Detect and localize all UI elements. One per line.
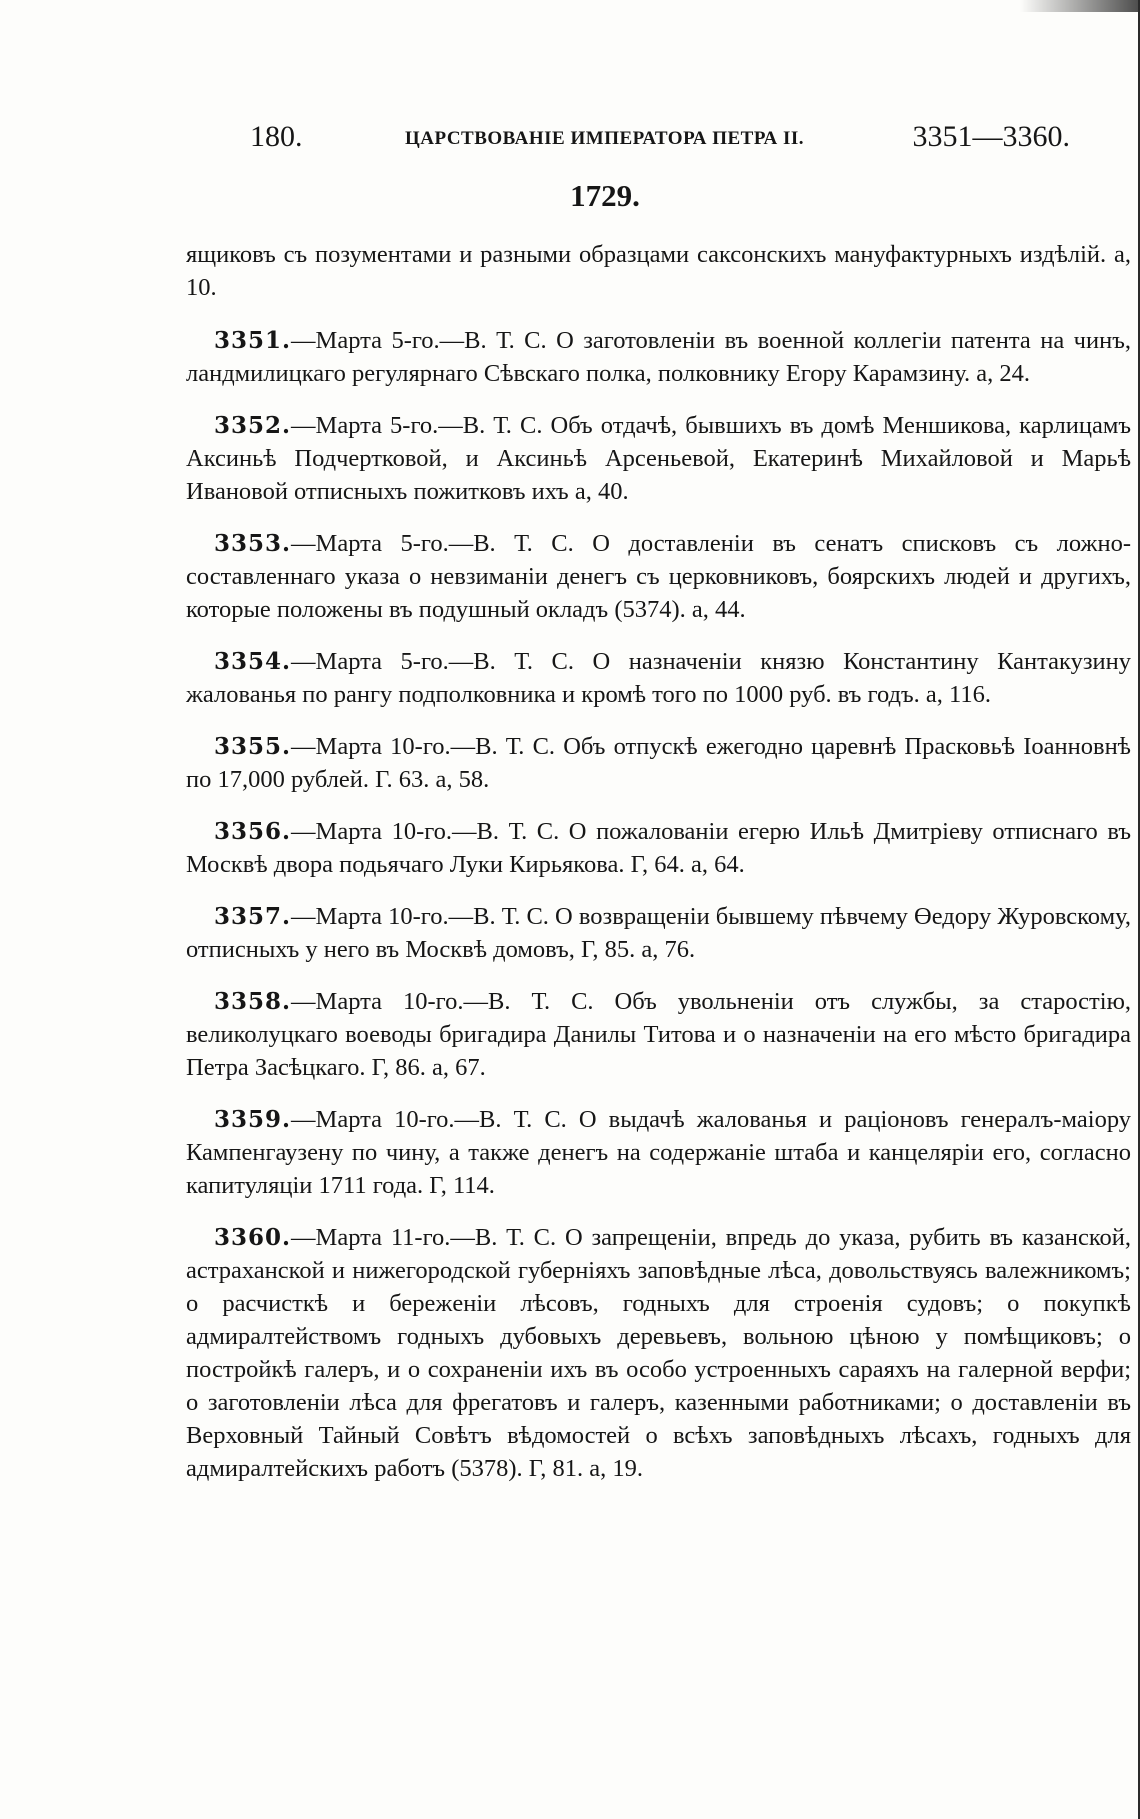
entry-text: —Марта 10-го.—В. Т. С. Объ увольненіи отъ службы, за старостію, великолуцкаго воеводы бригадира Данилы Титова и о назначеніи на его мѣсто бригадира Петра Засѣцкаго. Г, 86. а, 67. <box>186 988 1131 1081</box>
entry-3358 <box>186 985 1131 1084</box>
entry-3353 <box>186 527 1131 626</box>
entry-number: 3351. <box>214 327 292 354</box>
entry-text: —Марта 11-го.—В. Т. С. О запрещеніи, впредь до указа, рубить въ казанской, астраханской и нижегородской губерніяхъ заповѣдные лѣса, довольствуясь валежникомъ; о расчисткѣ и бережeніи лѣсовъ, годныхъ для строенія судовъ; о покупкѣ адмиралтействомъ годныхъ дубовыхъ деревьевъ, вольною цѣною у помѣщиковъ; о постройкѣ галеръ, и о сохраненіи ихъ въ особо устроенныхъ сараяхъ на галерной верфи; о заготовленіи лѣса для фрегатовъ и галеръ, казенными работниками; о доставленіи въ Верховный Тайный Совѣтъ вѣдомостей о всѣхъ заповѣдныхъ лѣсахъ, годныхъ для адмиралтейскихъ работъ (5378). Г, 81. а, 19. <box>186 1224 1131 1482</box>
entry-number: 3352. <box>214 412 292 439</box>
running-title: ЦАРСТВОВАНІЕ ИМПЕРАТОРА ПЕТРА II. <box>405 128 805 149</box>
entry-3355 <box>186 730 1131 796</box>
scan-artifact <box>1020 0 1140 12</box>
entry-number: 3356. <box>214 818 292 845</box>
entry-3354 <box>186 645 1131 711</box>
entry-number: 3358. <box>214 988 292 1015</box>
entry-number: 3354. <box>214 648 292 675</box>
entry-text: —Марта 10-го.—В. Т. С. Объ отпускѣ ежегодно царевнѣ Прасковьѣ Іоанновнѣ по 17,000 рублей. Г. 63. а, 58. <box>186 733 1131 793</box>
entry-3352 <box>186 409 1131 508</box>
entry-text: —Марта 5-го.—В. Т. С. О назначеніи князю Константину Кантакузину жалованья по рангу подполковника и кромѣ того по 1000 руб. въ годъ. а, 116. <box>186 648 1131 708</box>
entry-text: —Марта 5-го.—В. Т. С. О заготовленіи въ военной коллегіи патента на чинъ, ландмилицкаго регулярнаго Сѣвскаго полка, полковнику Егору Карамзину. а, 24. <box>186 327 1131 387</box>
entry-number: 3360. <box>214 1224 292 1251</box>
entry-3351 <box>186 324 1131 390</box>
entry-3360 <box>186 1221 1131 1485</box>
page-header <box>250 120 1070 160</box>
entry-number: 3355. <box>214 733 292 760</box>
entry-text: —Марта 5-го.—В. Т. С. О доставленіи въ сенатъ списковъ съ ложно-составленнаго указа о невзиманіи денегъ съ церковниковъ, боярскихъ людей и другихъ, которые положены въ подушный окладъ (5374). а, 44. <box>186 530 1131 623</box>
entry-range: 3351—3360. <box>912 120 1070 153</box>
entry-text: —Марта 10-го.—В. Т. С. О пожалованіи егерю Ильѣ Дмитріеву отписнаго въ Москвѣ двора подьячаго Луки Кирьякова. Г, 64. а, 64. <box>186 818 1131 878</box>
entry-3356 <box>186 815 1131 881</box>
entry-number: 3359. <box>214 1106 292 1133</box>
entry-text: —Марта 10-го.—В. Т. С. О возвращеніи бывшему пѣвчему Өедору Журовскому, отписныхъ у него въ Москвѣ домовъ, Г, 85. а, 76. <box>186 903 1131 963</box>
page-number: 180. <box>250 120 303 153</box>
entry-number: 3353. <box>214 530 292 557</box>
entry-number: 3357. <box>214 903 292 930</box>
entry-3359 <box>186 1103 1131 1202</box>
entry-text: —Марта 10-го.—В. Т. С. О выдачѣ жалованья и раціоновъ генералъ-маіору Кампенгаузену по чину, а также денегъ на содержаніе штаба и канцеляріи его, согласно капитуляціи 1711 года. Г, 114. <box>186 1106 1131 1199</box>
document-body <box>186 238 1131 1504</box>
continuation-paragraph: ящиковъ съ позументами и разными образцами саксонскихъ мануфактурныхъ издѣлій. а, 10. <box>186 241 1131 301</box>
year-heading: 1729. <box>570 178 640 213</box>
entry-text: —Марта 5-го.—В. Т. С. Объ отдачѣ, бывшихъ въ домѣ Меншикова, карлицамъ Аксиньѣ Подчертковой, и Аксиньѣ Арсеньевой, Екатеринѣ Михайловой и Марьѣ Ивановой отписныхъ пожитковъ ихъ а, 40. <box>186 412 1131 505</box>
entry-3357 <box>186 900 1131 966</box>
